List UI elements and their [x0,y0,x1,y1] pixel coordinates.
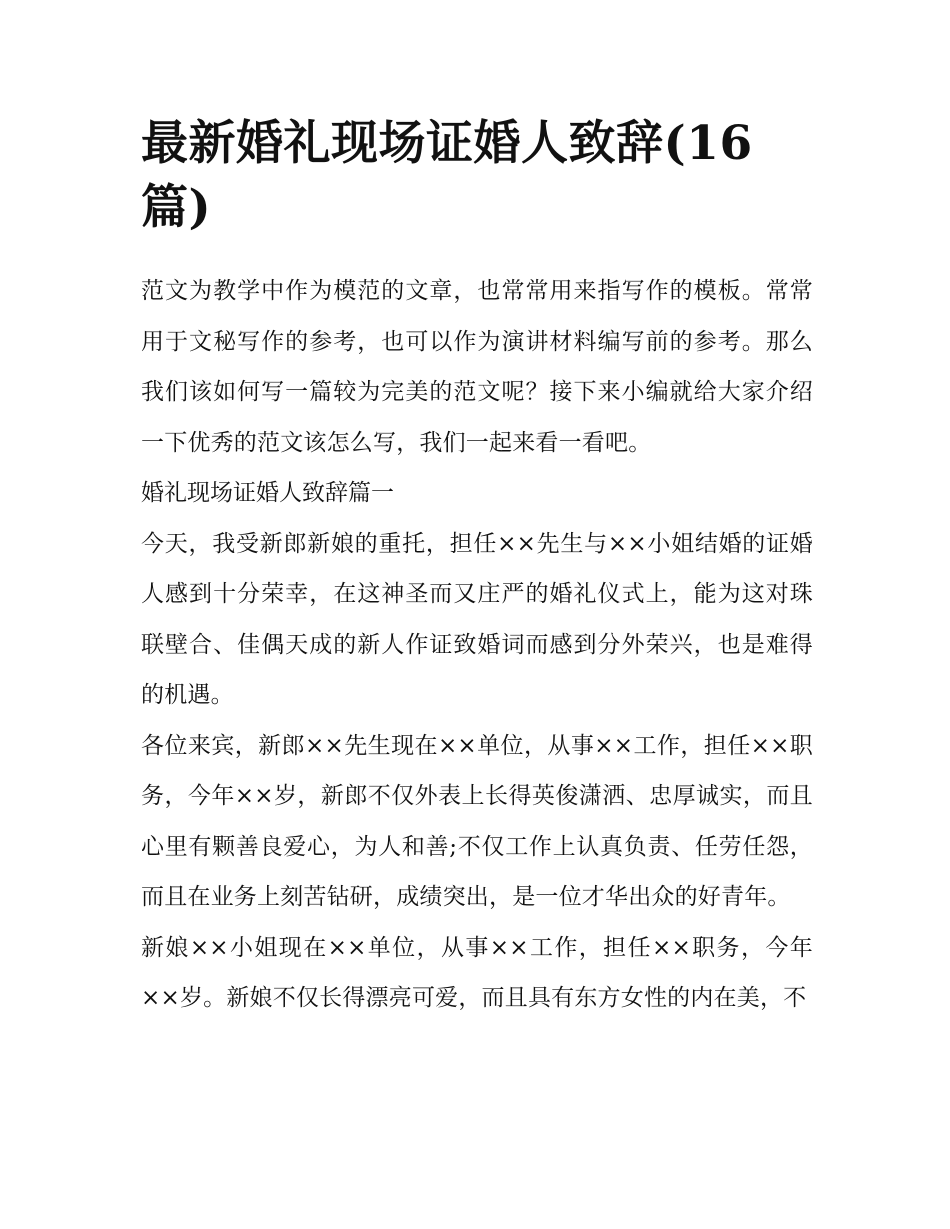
document-body [141,266,813,1024]
document-title: 最新婚礼现场证婚人致辞(16篇) [141,116,753,235]
intro-paragraph: 范文为教学中作为模范的文章，也常常用来指写作的模板。常常用于文秘写作的参考，也可以作为演讲材料编写前的参考。那么我们该如何写一篇较为完美的范文呢？接下来小编就给大家介绍一下优秀的范文该怎么写，我们一起来看一看吧。 [141,278,813,456]
body-paragraph: 各位来宾，新郎××先生现在××单位，从事××工作，担任××职务，今年××岁，新郎不仅外表上长得英俊潇洒、忠厚诚实，而且心里有颗善良爱心，为人和善;不仅工作上认真负责、任劳任怨，而且在业务上刻苦钻研，成绩突出，是一位才华出众的好青年。 [141,732,813,910]
section-heading: 婚礼现场证婚人致辞篇一 [141,480,394,506]
body-paragraph: 新娘××小姐现在××单位，从事××工作，担任××职务，今年××岁。新娘不仅长得漂亮可爱，而且具有东方女性的内在美，不 [141,934,813,1011]
document-page [141,112,813,1024]
body-paragraph: 今天，我受新郎新娘的重托，担任××先生与××小姐结婚的证婚人感到十分荣幸，在这神圣而又庄严的婚礼仪式上，能为这对珠联壁合、佳偶天成的新人作证致婚词而感到分外荣兴，也是难得的机遇。 [141,530,813,708]
